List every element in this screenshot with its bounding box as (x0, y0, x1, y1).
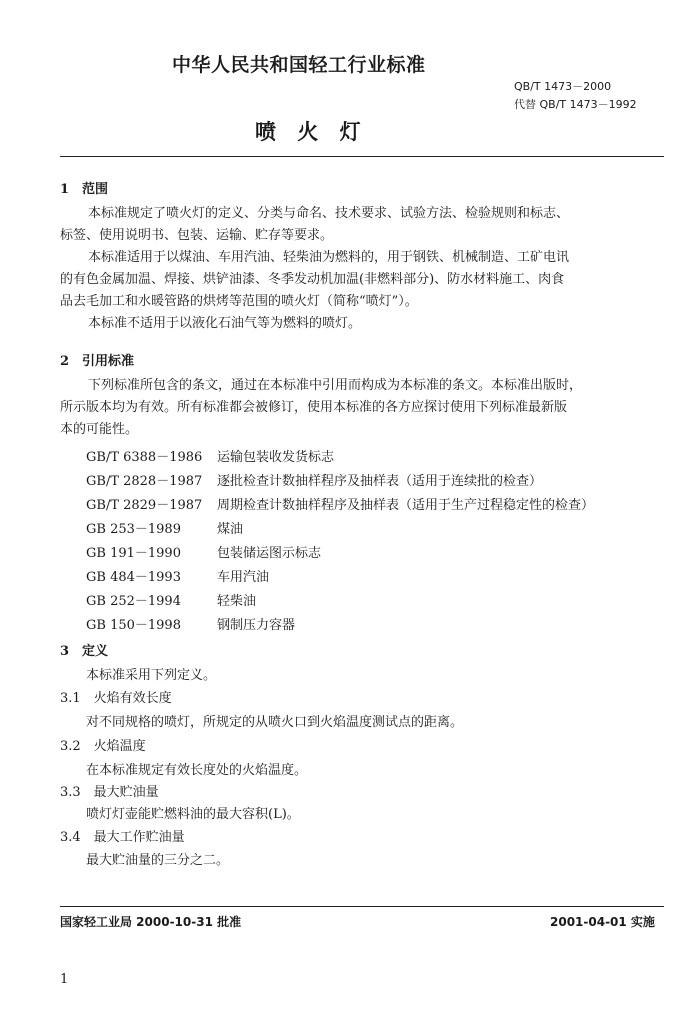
reference-name: 周期检查计数抽样程序及抽样表（适用于生产过程稳定性的检查） (217, 498, 595, 513)
reference-name: 车用汽油 (217, 570, 270, 585)
reference-code: GB 191－1990 (86, 546, 181, 561)
paragraph-line: 本标准适用于以煤油、车用汽油、轻柴油为燃料的，用于钢铁、机械制造、工矿电讯 (88, 250, 570, 265)
reference-code: GB 252－1994 (86, 594, 181, 609)
document-title: 喷 火 灯 (255, 119, 361, 144)
definition-title: 3.4 最大工作贮油量 (60, 830, 185, 845)
definition-text: 对不同规格的喷灯，所规定的从喷火口到火焰温度测试点的距离。 (86, 715, 464, 730)
reference-item (86, 446, 334, 465)
footer-rule (60, 906, 664, 907)
definition-title: 3.1 火焰有效长度 (60, 691, 172, 706)
paragraph-line: 标签、使用说明书、包装、运输、贮存等要求。 (60, 228, 334, 243)
section-3-intro: 本标准采用下列定义。 (86, 668, 217, 683)
reference-item (86, 518, 243, 537)
reference-name: 逐批检查计数抽样程序及抽样表（适用于连续批的检查） (217, 474, 543, 489)
reference-item (86, 542, 321, 561)
reference-item (86, 470, 542, 489)
paragraph-line: 的有色金属加温、焊接、烘铲油漆、冬季发动机加温(非燃料部分)、防水材料施工、肉食 (60, 272, 565, 287)
page-number: 1 (60, 972, 69, 987)
issuing-organization: 中华人民共和国轻工行业标准 (172, 54, 426, 76)
reference-code: GB/T 2828－1987 (86, 474, 203, 489)
paragraph-line: 本标准规定了喷火灯的定义、分类与命名、技术要求、试验方法、检验规则和标志、 (88, 206, 570, 221)
reference-item (86, 494, 594, 513)
implementation-date: 2001-04-01 实施 (550, 915, 655, 929)
reference-code: GB 150－1998 (86, 618, 181, 633)
reference-code: GB/T 6388－1986 (86, 450, 203, 465)
paragraph-line: 本标准不适用于以液化石油气等为燃料的喷灯。 (88, 316, 362, 331)
reference-name: 包装储运图示标志 (217, 546, 322, 561)
replaces-code: 代替 QB/T 1473－1992 (514, 98, 637, 111)
reference-name: 轻柴油 (217, 594, 257, 609)
section-2-body (60, 375, 582, 441)
reference-item (86, 566, 269, 585)
reference-code: GB/T 2829－1987 (86, 498, 203, 513)
section-3-heading: 3 定义 (60, 644, 109, 659)
definition-text: 在本标准规定有效长度处的火焰温度。 (86, 763, 308, 778)
section-1-body (60, 203, 569, 335)
definition-text: 喷灯灯壶能贮燃料油的最大容积(L)。 (86, 807, 300, 822)
definition-text: 最大贮油量的三分之二。 (86, 853, 230, 868)
reference-name: 运输包装收发货标志 (217, 450, 335, 465)
reference-name: 钢制压力容器 (217, 618, 296, 633)
paragraph-line: 品去毛加工和水暖管路的烘烤等范围的喷火灯（简称“喷灯”）。 (60, 294, 418, 309)
definition-title: 3.2 火焰温度 (60, 739, 146, 754)
section-1-heading: 1 范围 (60, 182, 109, 197)
header-rule (60, 156, 664, 157)
paragraph-line: 下列标准所包含的条文，通过在本标准中引用而构成为本标准的条文。本标准出版时， (88, 378, 583, 393)
reference-item (86, 614, 295, 633)
standard-code: QB/T 1473－2000 (514, 80, 612, 93)
paragraph-line: 所示版本均为有效。所有标准都会被修订，使用本标准的各方应探讨使用下列标准最新版 (60, 400, 568, 415)
section-2-heading: 2 引用标准 (60, 354, 135, 369)
reference-name: 煤油 (217, 522, 244, 537)
reference-code: GB 253－1989 (86, 522, 181, 537)
reference-code: GB 484－1993 (86, 570, 181, 585)
paragraph-line: 本的可能性。 (60, 422, 139, 437)
reference-item (86, 590, 256, 609)
approval-line: 国家轻工业局 2000-10-31 批准 (60, 915, 242, 929)
definition-title: 3.3 最大贮油量 (60, 785, 159, 800)
